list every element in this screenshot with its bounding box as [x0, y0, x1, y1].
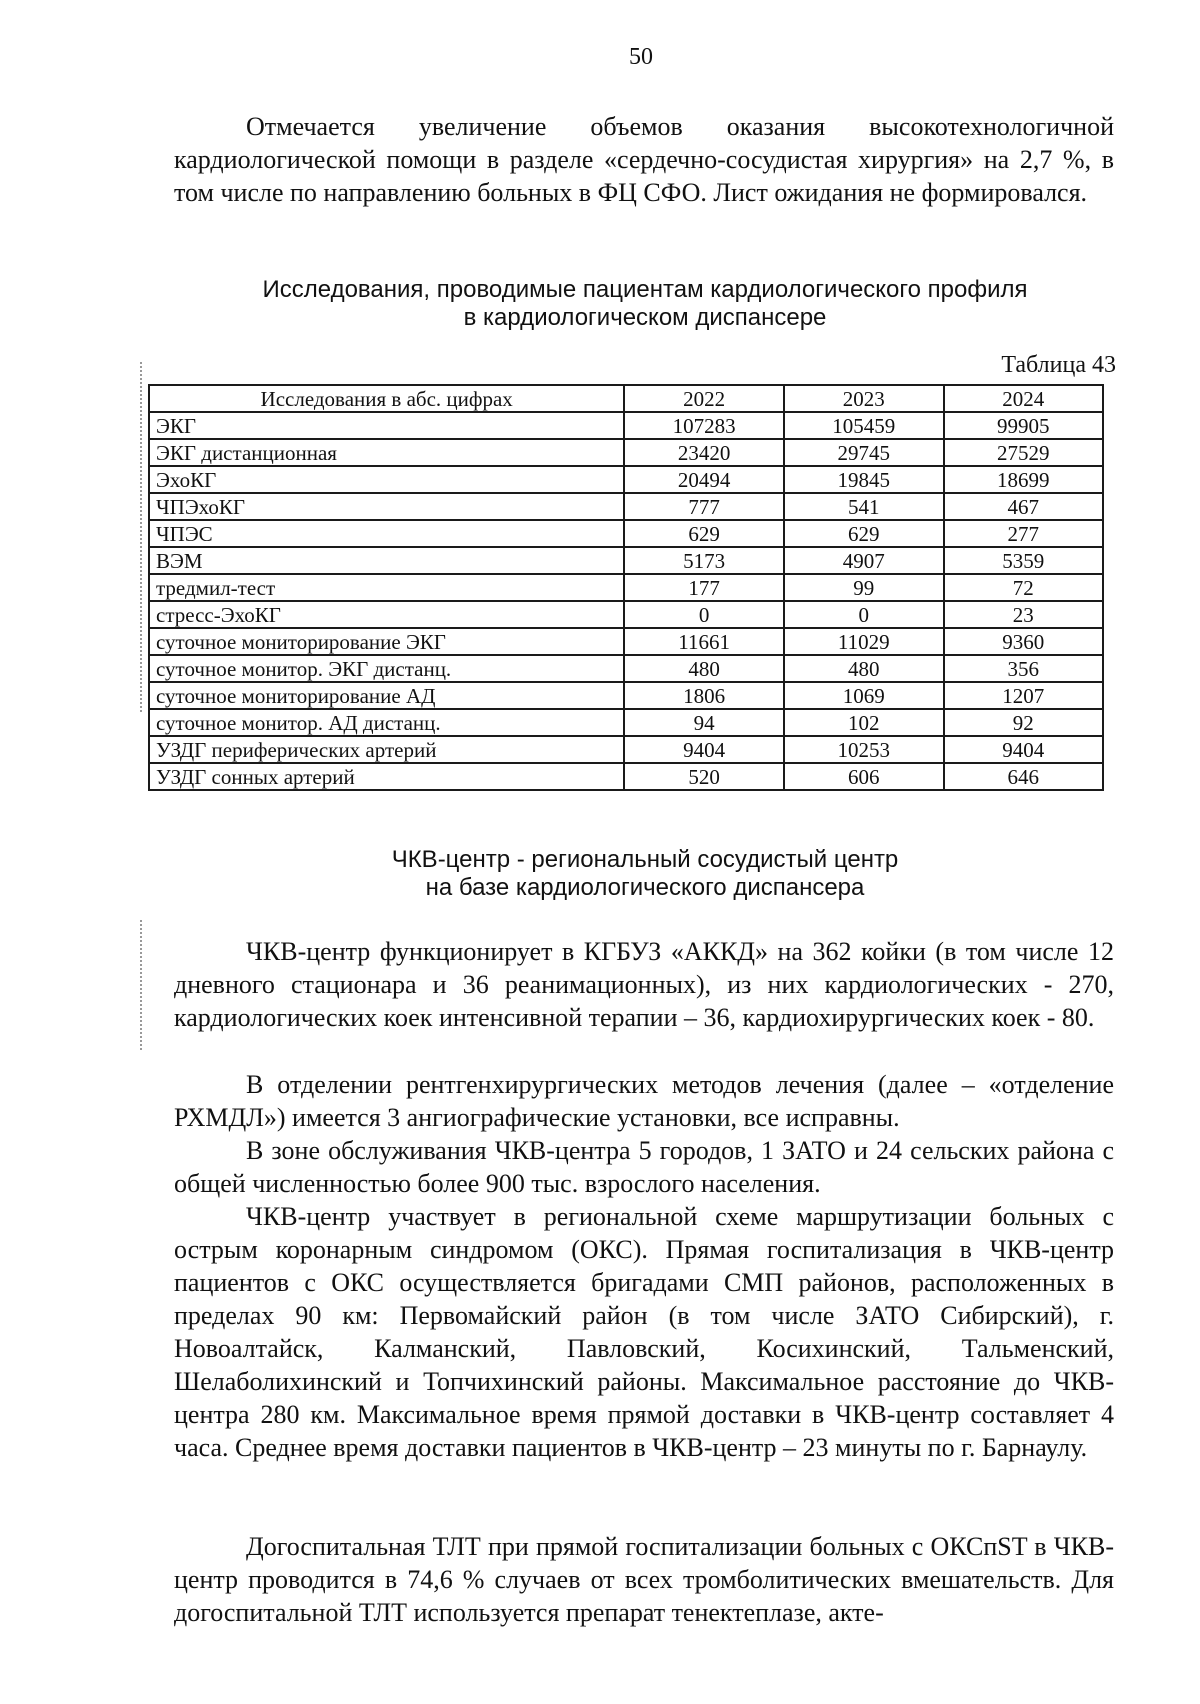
table-cell-value: 629 [784, 520, 944, 547]
table-row [149, 736, 1103, 763]
table-row [149, 628, 1103, 655]
table-cell-value: 105459 [784, 412, 944, 439]
table-cell-research: суточное монитор. ЭКГ дистанц. [149, 655, 624, 682]
table-cell-research: суточное мониторирование ЭКГ [149, 628, 624, 655]
scan-margin-mark [140, 920, 145, 1050]
table-cell-value: 629 [624, 520, 784, 547]
header-year-2024: 2024 [944, 385, 1103, 412]
table-row [149, 466, 1103, 493]
table-cell-research: ЭКГ [149, 412, 624, 439]
table-cell-research: УЗДГ периферических артерий [149, 736, 624, 763]
paragraph-beds: ЧКВ-центр функционирует в КГБУЗ «АККД» на 362 койки (в том числе 12 дневного стационара и 36 реанимационных), из них кардиологических - 270, кардиологических коек интенсивной терапии – 36, кардиохирургических коек - 80. [174, 937, 1114, 1032]
table-cell-value: 29745 [784, 439, 944, 466]
table-heading [150, 276, 1140, 332]
table-cell-value: 4907 [784, 547, 944, 574]
section-heading-line1: ЧКВ-центр - региональный сосудистый центр [391, 846, 899, 873]
table-cell-value: 480 [624, 655, 784, 682]
table-cell-value: 277 [944, 520, 1103, 547]
table-cell-research: тредмил-тест [149, 574, 624, 601]
table-row [149, 763, 1103, 790]
table-cell-value: 20494 [624, 466, 784, 493]
table-heading-line2: в кардиологическом диспансере [463, 304, 827, 331]
research-table [148, 384, 1104, 791]
table-cell-value: 646 [944, 763, 1103, 790]
table-cell-value: 5173 [624, 547, 784, 574]
table-cell-research: ЧПЭхоКГ [149, 493, 624, 520]
table-header-row [149, 385, 1103, 412]
table-row [149, 709, 1103, 736]
table-label: Таблица 43 [1001, 352, 1116, 378]
table-row [149, 547, 1103, 574]
table-cell-value: 18699 [944, 466, 1103, 493]
table-row [149, 493, 1103, 520]
table-cell-value: 520 [624, 763, 784, 790]
table-cell-value: 9404 [944, 736, 1103, 763]
table-cell-research: ВЭМ [149, 547, 624, 574]
header-research: Исследования в абс. цифрах [149, 385, 624, 412]
table-cell-value: 1207 [944, 682, 1103, 709]
table-cell-research: суточное монитор. АД дистанц. [149, 709, 624, 736]
table-cell-value: 0 [784, 601, 944, 628]
table-cell-value: 19845 [784, 466, 944, 493]
table-cell-research: ЧПЭС [149, 520, 624, 547]
table-row [149, 601, 1103, 628]
table-cell-value: 23 [944, 601, 1103, 628]
table-cell-value: 72 [944, 574, 1103, 601]
paragraph-thrombolysis: Догоспитальная ТЛТ при прямой госпитализации больных с ОКСпST в ЧКВ-центр проводится в 74,6 % случаев от всех тромболитических вмешательств. Для догоспитальной ТЛТ используется препарат тенектеплазе, акте- [174, 1532, 1114, 1627]
paragraph-equipment: В отделении рентгенхирургических методов лечения (далее – «отделение РХМДЛ») имеется 3 ангиографические установки, все исправны. [174, 1070, 1114, 1132]
table-row [149, 412, 1103, 439]
table-cell-value: 480 [784, 655, 944, 682]
paragraph-service-area: В зоне обслуживания ЧКВ-центра 5 городов, 1 ЗАТО и 24 сельских района с общей численностью более 900 тыс. взрослого населения. [174, 1136, 1114, 1198]
table-cell-value: 99 [784, 574, 944, 601]
table-cell-research: ЭхоКГ [149, 466, 624, 493]
table-cell-value: 23420 [624, 439, 784, 466]
table-row [149, 655, 1103, 682]
table-cell-research: УЗДГ сонных артерий [149, 763, 624, 790]
header-year-2022: 2022 [624, 385, 784, 412]
table-cell-value: 606 [784, 763, 944, 790]
header-year-2023: 2023 [784, 385, 944, 412]
table-cell-value: 11661 [624, 628, 784, 655]
table-cell-value: 10253 [784, 736, 944, 763]
table-cell-research: суточное мониторирование АД [149, 682, 624, 709]
section-heading [150, 846, 1140, 902]
table-cell-value: 177 [624, 574, 784, 601]
table-cell-value: 777 [624, 493, 784, 520]
paragraph-routing: ЧКВ-центр участвует в региональной схеме маршрутизации больных с острым коронарным синдромом (ОКС). Прямая госпитализация в ЧКВ-центр пациентов с ОКС осуществляется бригадами СМП районов, расположенных в пределах 90 км: Первомайский район (в том числе ЗАТО Сибирский), г. Новоалтайск, Калманский, Павловский, Косихинский, Тальменский, Шелаболихинский и Топчихинский районы. Максимальное расстояние до ЧКВ-центра 280 км. Максимальное время прямой доставки в ЧКВ-центр составляет 4 часа. Среднее время доставки пациентов в ЧКВ-центр – 23 минуты по г. Барнаулу. [174, 1202, 1114, 1462]
table-cell-value: 356 [944, 655, 1103, 682]
table-cell-value: 11029 [784, 628, 944, 655]
table-cell-research: ЭКГ дистанционная [149, 439, 624, 466]
table-cell-value: 107283 [624, 412, 784, 439]
table-row [149, 574, 1103, 601]
table-cell-research: стресс-ЭхоКГ [149, 601, 624, 628]
table-cell-value: 9360 [944, 628, 1103, 655]
table-cell-value: 467 [944, 493, 1103, 520]
table-cell-value: 102 [784, 709, 944, 736]
section-heading-line2: на базе кардиологического диспансера [425, 874, 865, 901]
table-cell-value: 92 [944, 709, 1103, 736]
table-cell-value: 9404 [624, 736, 784, 763]
table-row [149, 682, 1103, 709]
table-row [149, 439, 1103, 466]
scan-margin-mark [140, 362, 145, 712]
table-cell-value: 99905 [944, 412, 1103, 439]
page-number: 50 [629, 44, 653, 70]
intro-paragraph: Отмечается увеличение объемов оказания высокотехнологичной кардиологической помощи в разделе «сердечно-сосудистая хирургия» на 2,7 %, в том числе по направлению больных в ФЦ СФО. Лист ожидания не формировался. [174, 112, 1114, 207]
table-cell-value: 27529 [944, 439, 1103, 466]
table-cell-value: 1069 [784, 682, 944, 709]
table-row [149, 520, 1103, 547]
table-cell-value: 94 [624, 709, 784, 736]
table-cell-value: 541 [784, 493, 944, 520]
table-heading-line1: Исследования, проводимые пациентам кардиологического профиля [262, 276, 1028, 303]
table-cell-value: 1806 [624, 682, 784, 709]
table-cell-value: 0 [624, 601, 784, 628]
table-cell-value: 5359 [944, 547, 1103, 574]
